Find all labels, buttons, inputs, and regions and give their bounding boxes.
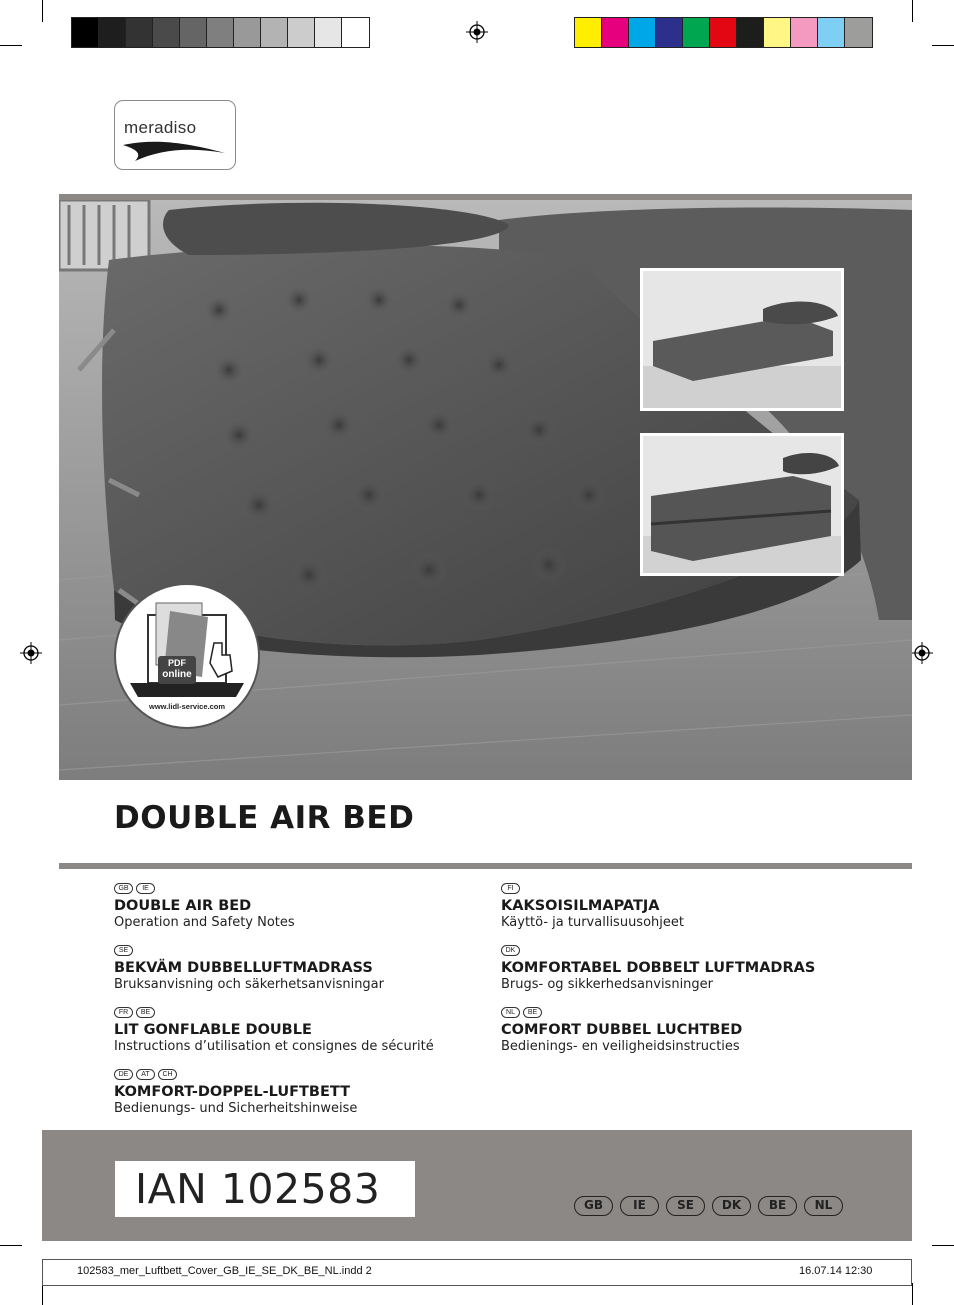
language-badges: [501, 1007, 861, 1019]
country-code-badge: NL: [804, 1196, 843, 1216]
entry-title: KOMFORTABEL DOBBELT LUFTMADRAS: [501, 960, 816, 976]
color-swatch: [261, 18, 288, 47]
language-badges: [501, 945, 861, 957]
pdf-online-badge[interactable]: [114, 583, 260, 729]
color-swatch: [764, 18, 791, 47]
color-swatch: [791, 18, 818, 47]
language-badge: GB: [114, 883, 133, 894]
country-code-badge: GB: [574, 1196, 613, 1216]
entry-title: BEKVÄM DUBBELLUFTMADRASS: [114, 960, 373, 976]
logo-text: meradiso: [124, 118, 197, 137]
country-codes: [574, 1196, 843, 1216]
color-swatch: [126, 18, 153, 47]
language-badges: [114, 1069, 474, 1081]
entry-subtitle: Bedienungs- und Sicherheitshinweise: [114, 1101, 358, 1116]
color-swatch: [315, 18, 342, 47]
language-entry: [501, 883, 861, 931]
color-swatch: [153, 18, 180, 47]
language-badge: DE: [114, 1069, 133, 1080]
entry-title: KOMFORT-DOPPEL-LUFTBETT: [114, 1084, 351, 1100]
language-badge: BE: [136, 1007, 155, 1018]
country-code-badge: SE: [666, 1196, 705, 1216]
language-entry: [114, 945, 474, 993]
language-badge: AT: [136, 1069, 155, 1080]
entry-title: KAKSOISILMAPATJA: [501, 898, 660, 914]
logo-swoosh-icon: [121, 139, 229, 165]
crop-mark: [932, 45, 954, 46]
pdf-text: PDF: [168, 658, 186, 668]
color-swatch: [818, 18, 845, 47]
language-entry: [501, 945, 861, 993]
color-swatch: [656, 18, 683, 47]
crop-mark: [42, 1283, 43, 1305]
language-badges: [114, 1007, 474, 1019]
color-swatch: [683, 18, 710, 47]
color-swatch: [72, 18, 99, 47]
language-badge: FI: [501, 883, 520, 894]
country-code-badge: DK: [712, 1196, 751, 1216]
entry-subtitle: Bruksanvisning och säkerhetsanvisningar: [114, 977, 384, 992]
ian-number: IAN 102583: [115, 1161, 415, 1217]
language-badge: DK: [501, 945, 520, 956]
crop-mark: [42, 0, 43, 22]
language-badges: [114, 883, 474, 895]
language-entry: [114, 883, 474, 931]
color-swatch: [602, 18, 629, 47]
language-badges: [114, 945, 474, 957]
country-code-badge: IE: [620, 1196, 659, 1216]
color-swatch: [575, 18, 602, 47]
language-entry: [501, 1007, 861, 1055]
entry-subtitle: Käyttö- ja turvallisuusohjeet: [501, 915, 684, 930]
color-swatch: [342, 18, 369, 47]
color-swatch: [737, 18, 764, 47]
crop-mark: [912, 1283, 913, 1305]
language-badge: NL: [501, 1007, 520, 1018]
color-swatch: [99, 18, 126, 47]
crop-mark: [932, 1245, 954, 1246]
stacked-air-bed-image: [643, 436, 841, 573]
language-badge: CH: [158, 1069, 177, 1080]
footer-filename: 102583_mer_Luftbett_Cover_GB_IE_SE_DK_BE_NL.indd 2: [77, 1265, 372, 1277]
color-swatch: [845, 18, 872, 47]
crop-mark: [0, 1245, 22, 1246]
language-entry: [114, 1007, 474, 1055]
footer-datetime: 16.07.14 12:30: [799, 1265, 873, 1277]
inset-photo-stacked-bed: [640, 433, 844, 576]
color-swatch: [710, 18, 737, 47]
registration-mark-icon: [466, 21, 488, 43]
color-swatch: [288, 18, 315, 47]
entry-subtitle: Operation and Safety Notes: [114, 915, 295, 930]
page-title: DOUBLE AIR BED: [114, 800, 415, 836]
entry-subtitle: Bedienings- en veiligheidsinstructies: [501, 1039, 740, 1054]
registration-mark-icon: [20, 642, 42, 664]
color-swatch: [207, 18, 234, 47]
meradiso-logo: [114, 100, 236, 170]
lidl-service-url[interactable]: www.lidl-service.com: [149, 702, 225, 711]
entry-title: COMFORT DUBBEL LUCHTBED: [501, 1022, 743, 1038]
color-swatch: [629, 18, 656, 47]
entry-subtitle: Instructions d’utilisation et consignes de sécurité: [114, 1039, 434, 1054]
inset-photo-single-bed: [640, 268, 844, 411]
entry-title: LIT GONFLABLE DOUBLE: [114, 1022, 312, 1038]
country-code-badge: BE: [758, 1196, 797, 1216]
language-badge: FR: [114, 1007, 133, 1018]
laptop-icon: [126, 597, 248, 701]
pdf-online-label: [158, 656, 196, 684]
entry-title: DOUBLE AIR BED: [114, 898, 252, 914]
grayscale-color-bar: [71, 17, 370, 48]
process-color-bar: [574, 17, 873, 48]
language-badges: [501, 883, 861, 895]
color-swatch: [234, 18, 261, 47]
title-rule: [59, 863, 912, 869]
language-badge: BE: [523, 1007, 542, 1018]
entry-subtitle: Brugs- og sikkerhedsanvisninger: [501, 977, 714, 992]
language-badge: SE: [114, 945, 133, 956]
online-text: online: [162, 669, 192, 680]
crop-mark: [0, 45, 22, 46]
crop-mark: [912, 0, 913, 22]
language-entry: [114, 1069, 474, 1117]
single-air-bed-image: [643, 271, 841, 408]
language-badge: IE: [136, 883, 155, 894]
registration-mark-icon: [911, 642, 933, 664]
color-swatch: [180, 18, 207, 47]
